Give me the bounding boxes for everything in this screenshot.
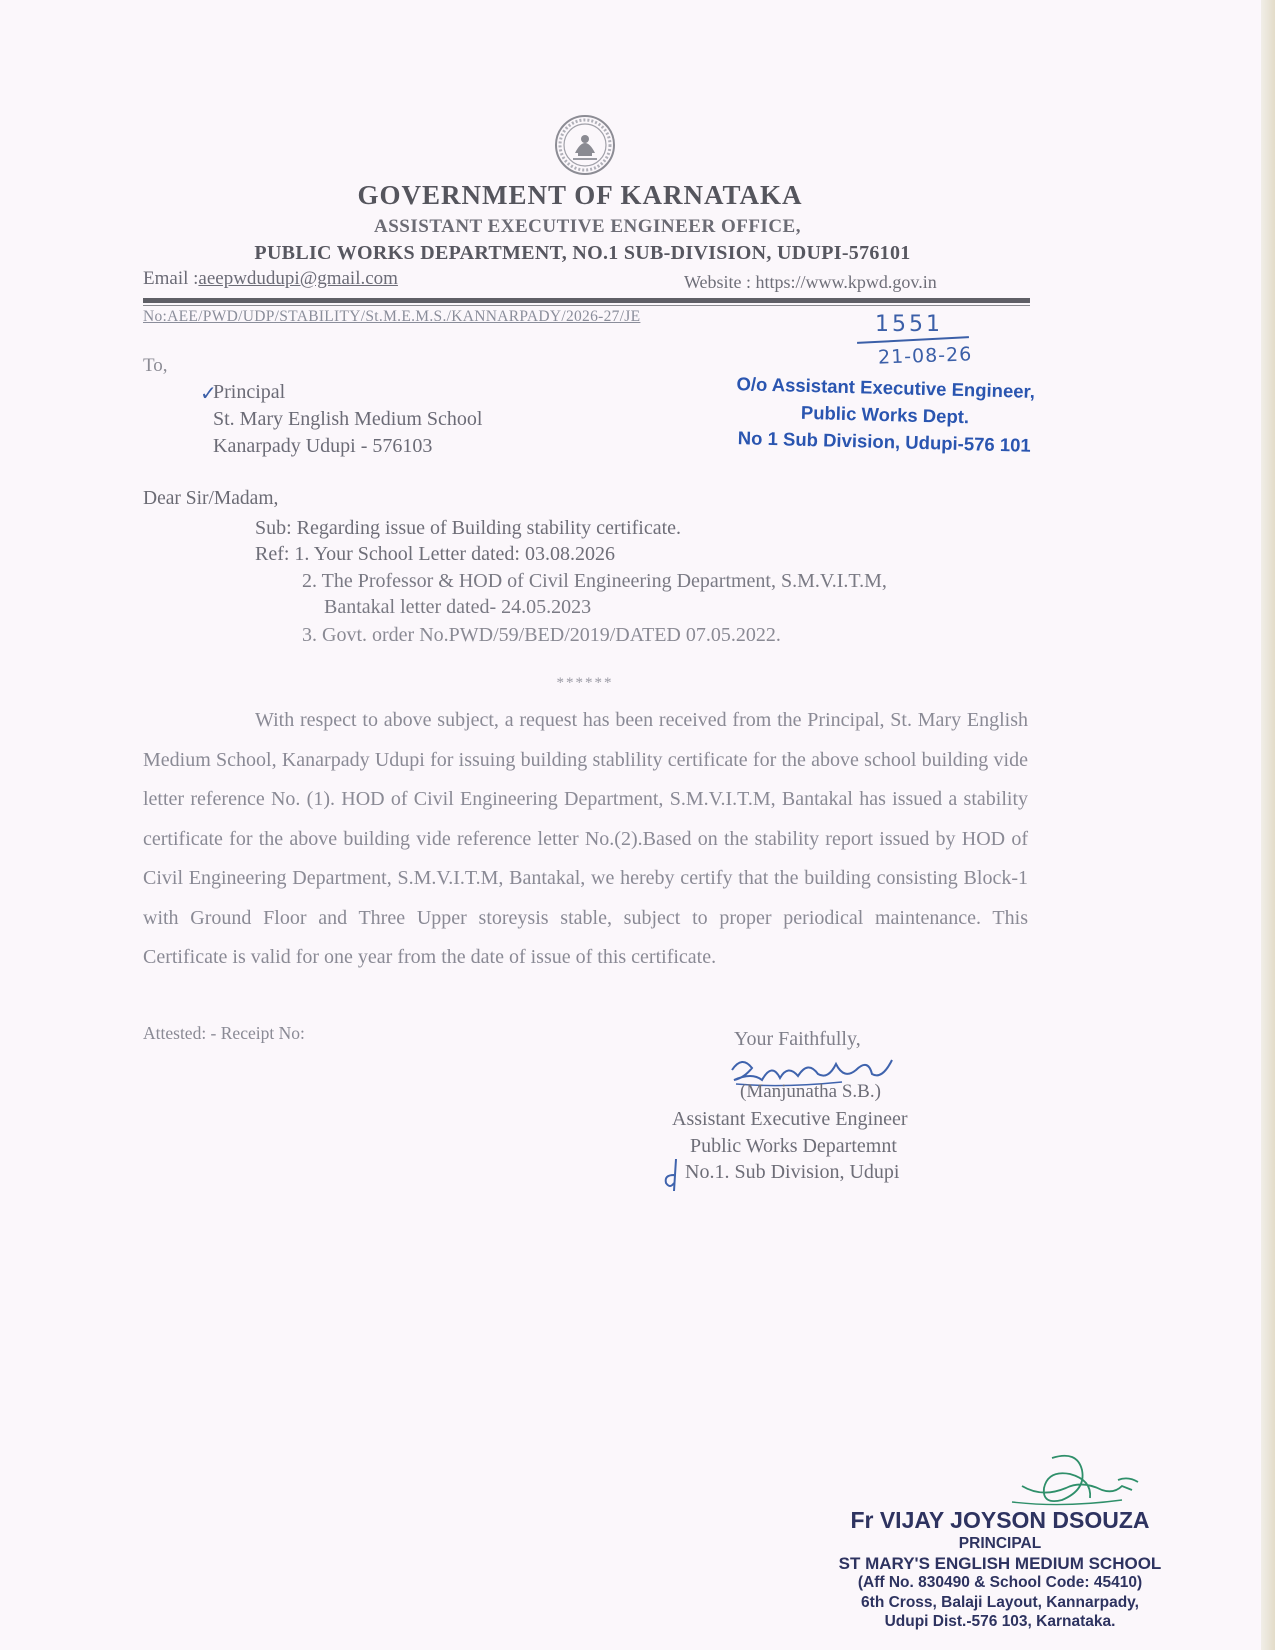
check-icon: ✓ bbox=[200, 383, 217, 405]
government-title: GOVERNMENT OF KARNATAKA bbox=[357, 180, 803, 210]
website-label: Website : bbox=[684, 272, 756, 292]
signatory-division: No.1. Sub Division, Udupi bbox=[685, 1161, 900, 1183]
subject-line: Sub: Regarding issue of Building stability certificate. bbox=[255, 517, 682, 539]
body-paragraph: With respect to above subject, a request has been received from the Principal, St. Mary English Medium School, Kanarpady Udupi for issuing building stablility certificate for the above school building vide letter reference No. (1). HOD of Civil Engineering Department, S.M.V.I.T.M, Bantakal has issued a stability certificate for the above building vide reference letter No.(2).Based on the stability report issued by HOD of Civil Engineering Department, S.M.V.I.T.M, Bantakal, we hereby certify that the building consisting Block-1 with Ground Floor and Three Upper storeysis stable, subject to proper periodical maintenance. This Certificate is valid for one year from the date of issue of this certificate. bbox=[143, 709, 1028, 968]
school-address: 6th Cross, Balaji Layout, Kannarpady, bbox=[861, 1593, 1139, 1611]
email-link[interactable]: aeepwdudupi@gmail.com bbox=[198, 268, 398, 289]
pen-mark-icon bbox=[662, 1157, 682, 1193]
closing: Your Faithfully, bbox=[734, 1028, 861, 1050]
school-seal bbox=[810, 1506, 1190, 1632]
email-label: Email : bbox=[143, 268, 199, 289]
header-divider bbox=[143, 298, 1030, 303]
signatory-designation: Assistant Executive Engineer bbox=[672, 1108, 908, 1130]
reference-item-continued: Bantakal letter dated- 24.05.2023 bbox=[324, 596, 592, 618]
recipient-address: Kanarpady Udupi - 576103 bbox=[213, 435, 433, 457]
karnataka-emblem-icon bbox=[553, 113, 617, 177]
inward-number: 1551 bbox=[875, 312, 943, 337]
principal-title: PRINCIPAL bbox=[958, 1535, 1042, 1552]
reference-number: No:AEE/PWD/UDP/STABILITY/St.M.E.M.S./KANNARPADY/2026-27/JE bbox=[143, 308, 641, 325]
office-stamp bbox=[719, 370, 1051, 460]
recipient-school: St. Mary English Medium School bbox=[213, 408, 483, 430]
website-row bbox=[684, 272, 937, 293]
email-row bbox=[143, 268, 398, 290]
school-affiliation: (Aff No. 830490 & School Code: 45410) bbox=[857, 1574, 1143, 1591]
salutation: Dear Sir/Madam, bbox=[143, 488, 279, 509]
to-label: To, bbox=[143, 355, 168, 376]
website-link[interactable]: https://www.kpwd.gov.in bbox=[755, 272, 937, 292]
recipient-title: Principal bbox=[213, 381, 286, 403]
stamp-line: O/o Assistant Executive Engineer, bbox=[736, 373, 1036, 402]
signatory-department: Public Works Departemnt bbox=[690, 1135, 897, 1157]
reference-item: Ref: 1. Your School Letter dated: 03.08.2026 bbox=[255, 543, 615, 565]
school-address: Udupi Dist.-576 103, Karnataka. bbox=[884, 1613, 1116, 1630]
school-name: ST MARY'S ENGLISH MEDIUM SCHOOL bbox=[838, 1553, 1162, 1573]
stamp-line: No 1 Sub Division, Udupi-576 101 bbox=[737, 427, 1032, 456]
inward-underline bbox=[857, 336, 969, 344]
reference-item: 2. The Professor & HOD of Civil Engineering Department, S.M.V.I.T.M, bbox=[302, 570, 887, 592]
principal-signature bbox=[982, 1450, 1152, 1510]
stamp-line: Public Works Dept. bbox=[800, 401, 970, 428]
reference-item: 3. Govt. order No.PWD/59/BED/2019/DATED 07.05.2022. bbox=[302, 624, 781, 646]
department-title: PUBLIC WORKS DEPARTMENT, NO.1 SUB-DIVISION, UDUPI-576101 bbox=[254, 242, 911, 264]
signatory-name: (Manjunatha S.B.) bbox=[740, 1081, 881, 1102]
separator: ****** bbox=[556, 675, 614, 691]
principal-name: Fr VIJAY JOYSON DSOUZA bbox=[850, 1507, 1150, 1533]
header-divider-thin bbox=[143, 305, 1030, 306]
attested-line: Attested: - Receipt No: bbox=[143, 1023, 305, 1043]
office-title: ASSISTANT EXECUTIVE ENGINEER OFFICE, bbox=[374, 216, 801, 237]
inward-date: 21-08-26 bbox=[877, 343, 973, 369]
paper-edge bbox=[1261, 0, 1275, 1650]
